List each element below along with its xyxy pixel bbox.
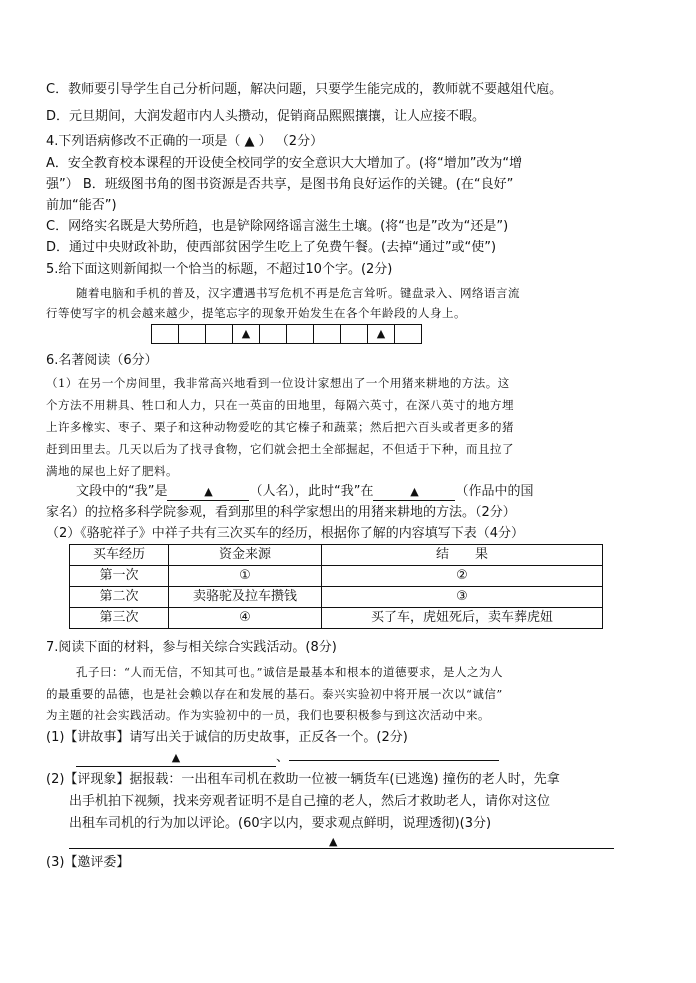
q7-part2-line3: 出租车司机的行为加以评论。(60字以内，要求观点鲜明，说理透彻)(3分) <box>69 816 492 831</box>
grid-cell[interactable] <box>206 325 233 344</box>
q4-option-a-line1: A．安全教育校本课程的开设使全校同学的安全意识大大增加了。(将“增加”改为“增 <box>46 156 523 171</box>
grid-cell-marker[interactable] <box>233 325 260 344</box>
table-cell[interactable]: ③ <box>322 587 603 608</box>
table-header-cell: 资金来源 <box>169 545 322 566</box>
q6-fill-line2: 家名）的拉格多科学院参观，看到那里的科学家想出的用猪来耕地的方法。（2分） <box>46 505 516 520</box>
table-row <box>70 566 603 587</box>
comment-answer-line[interactable] <box>69 848 614 849</box>
option-c: C．教师要引导学生自己分析问题，解决问题，只要学生能完成的，教师就不要越俎代庖。 <box>46 82 563 97</box>
q6-part2: （2）《骆驼祥子》中祥子共有三次买车的经历，根据你了解的内容填写下表（4分） <box>46 526 525 541</box>
q6-fill-text-a: 文段中的“我”是 <box>76 484 168 499</box>
car-purchase-table <box>69 544 603 629</box>
table-cell: 第一次 <box>70 566 169 587</box>
question-5: 5.给下面这则新闻拟一个恰当的标题，不超过10个字。(2分) <box>46 262 393 277</box>
q4-option-c: C．网络实名既是大势所趋，也是铲除网络谣言滋生土壤。(将“也是”改为“还是”) <box>46 219 509 234</box>
triangle-marker: ▲ <box>204 485 213 498</box>
q6-passage-line1: （1）在另一个房间里，我非常高兴地看到一位设计家想出了一个用猪来耕地的方法。这 <box>46 376 510 390</box>
table-cell: 买了车，虎妞死后，卖车葬虎妞 <box>322 608 603 629</box>
q7-part1-answer <box>76 750 499 767</box>
story-negative-blank[interactable] <box>289 760 499 761</box>
grid-cell[interactable] <box>395 325 422 344</box>
triangle-marker: ▲ <box>329 835 338 848</box>
table-row <box>70 587 603 608</box>
table-cell[interactable]: ④ <box>169 608 322 629</box>
q6-passage-line4: 赶到田里去。几天以后为了找寻食物，它们就会把土全部掘起，不但适于下种，而且拉了 <box>46 442 514 456</box>
story-positive-blank[interactable] <box>76 750 276 767</box>
q4-option-a-line2: 强”） B．班级图书角的图书资源是否共享，是图书角良好运作的关键。(在“良好” <box>46 177 514 192</box>
q4-option-d: D．通过中央财政补助，使西部贫困学生吃上了免费午餐。(去掉“通过”或“使”) <box>46 240 497 255</box>
table-cell: 卖骆驼及拉车攒钱 <box>169 587 322 608</box>
answer-separator: 、 <box>276 750 290 765</box>
q7-part3: (3)【邀评委】 <box>46 855 130 870</box>
table-cell: 第二次 <box>70 587 169 608</box>
grid-cell[interactable] <box>152 325 179 344</box>
country-name-blank[interactable] <box>373 484 455 501</box>
question-6: 6.名著阅读（6分） <box>46 353 158 368</box>
triangle-marker: ▲ <box>376 327 386 340</box>
person-name-blank[interactable] <box>167 484 249 501</box>
grid-cell[interactable] <box>341 325 368 344</box>
q6-passage-line5: 满地的屎也上好了肥料。 <box>46 464 178 478</box>
q7-part1: (1)【讲故事】请写出关于诚信的历史故事，正反各一个。(2分) <box>46 730 408 745</box>
q7-part2-line1: (2)【评现象】据报载：一出租车司机在救助一位被一辆货车(已逃逸) 撞伤的老人时，先拿 <box>46 772 560 787</box>
q7-part2-line2: 出手机拍下视频，找来旁观者证明不是自己撞的老人，然后才救助老人，请你对这位 <box>69 794 551 809</box>
q6-passage-line3: 上许多橡实、枣子、栗子和这种动物爱吃的其它榛子和蔬菜；然后把六百头或者更多的猪 <box>46 420 514 434</box>
title-answer-grid <box>151 324 422 344</box>
table-row <box>70 608 603 629</box>
q6-fill-line1 <box>76 484 533 501</box>
q7-material-line2: 的最重要的品德，也是社会赖以存在和发展的基石。泰兴实验初中将开展一次以“诚信” <box>46 687 503 701</box>
triangle-marker: ▲ <box>171 751 181 764</box>
triangle-marker: ▲ <box>410 485 419 498</box>
q6-fill-text-c: （作品中的国 <box>455 484 534 499</box>
grid-cell[interactable] <box>314 325 341 344</box>
table-header-row <box>70 545 603 566</box>
grid-cell[interactable] <box>179 325 206 344</box>
table-cell: 第三次 <box>70 608 169 629</box>
q7-material-line1: 孔子曰：“人而无信，不知其可也。”诚信是最基本和根本的道德要求，是人之为人 <box>76 665 504 679</box>
question-7: 7.阅读下面的材料，参与相关综合实践活动。(8分) <box>46 640 337 655</box>
q5-news-line1: 随着电脑和手机的普及，汉字遭遇书写危机不再是危言耸听。键盘录入、网络语言流 <box>76 286 520 300</box>
q7-material-line3: 为主题的社会实践活动。作为实验初中的一员，我们也要积极参与到这次活动中来。 <box>46 708 490 722</box>
q6-passage-line2: 个方法不用耕具、牲口和人力，只在一英亩的田地里，每隔六英寸，在深八英寸的地方埋 <box>46 398 514 412</box>
grid-cell-marker[interactable] <box>368 325 395 344</box>
question-4: 4.下列语病修改不正确的一项是（ ▲ ） （2分） <box>46 134 324 149</box>
option-d: D．元旦期间，大润发超市内人头攒动，促销商品熙熙攘攘，让人应接不暇。 <box>46 109 486 124</box>
grid-cell[interactable] <box>287 325 314 344</box>
triangle-marker: ▲ <box>241 327 251 340</box>
q6-fill-text-b: （人名），此时“我”在 <box>249 484 374 499</box>
grid-cell[interactable] <box>260 325 287 344</box>
table-header-cell: 买车经历 <box>70 545 169 566</box>
table-header-cell: 结 果 <box>322 545 603 566</box>
q4-option-b-line3: 前加“能否”) <box>46 198 117 213</box>
table-cell[interactable]: ① <box>169 566 322 587</box>
table-cell[interactable]: ② <box>322 566 603 587</box>
q5-news-line2: 行等使写字的机会越来越少，提笔忘字的现象开始发生在各个年龄段的人身上。 <box>46 306 466 320</box>
